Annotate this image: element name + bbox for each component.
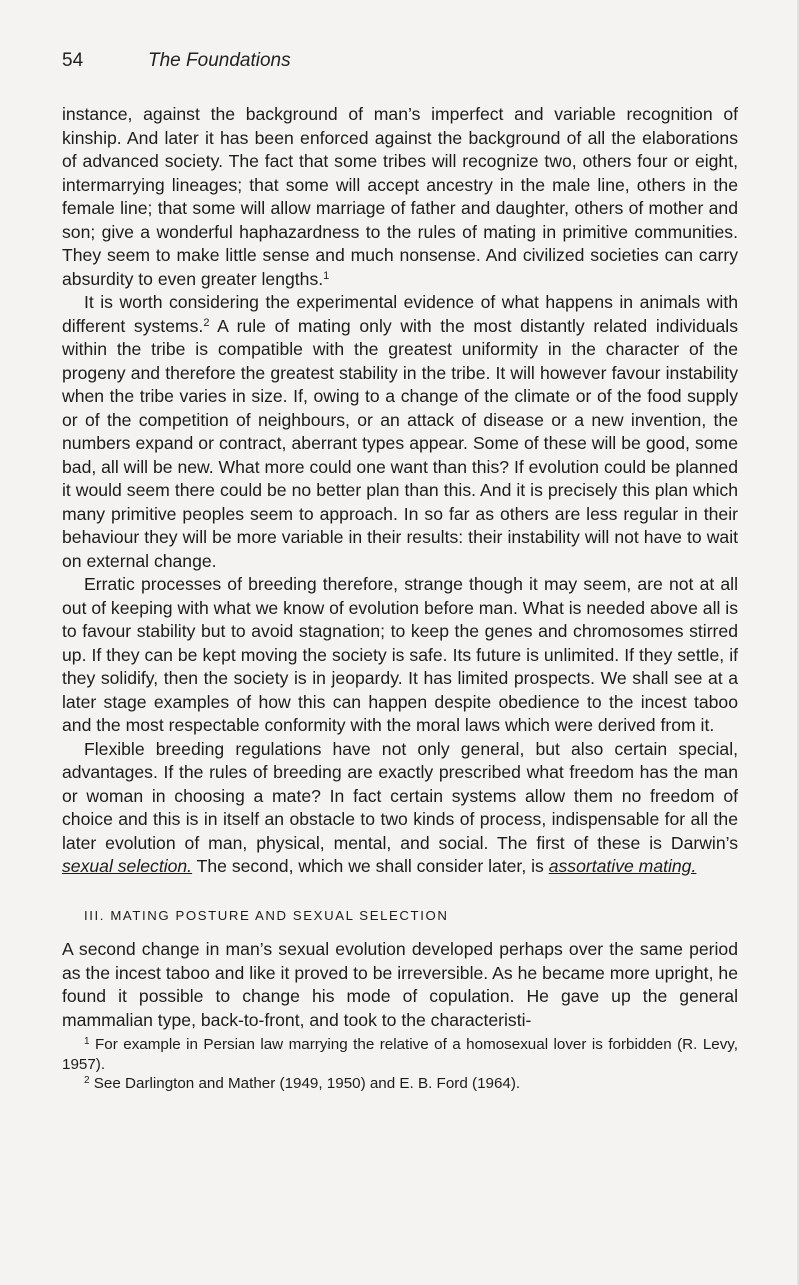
section-heading: III. MATING POSTURE AND SEXUAL SELECTION	[84, 907, 449, 923]
footnotes	[62, 1035, 738, 1094]
paragraph-2	[62, 291, 738, 573]
paragraph-1	[62, 103, 738, 291]
footnote-1	[62, 1035, 738, 1074]
paragraph-4-text-b: The second, which we shall consider later, is	[192, 856, 549, 876]
paragraph-5: A second change in man’s sexual evolution developed perhaps over the same period as the incest taboo and like it proved to be irreversible. As he became more upright, he found it possible to change his mode of copulation. He gave up the general mammalian type, back-to-front, and took to the characteristi-	[62, 939, 738, 1030]
running-header	[62, 50, 740, 72]
footnote-ref-2: 2	[203, 316, 210, 329]
footnote-ref-1: 1	[323, 269, 330, 282]
footnote-1-text: For example in Persian law marrying the relative of a homosexual lover is forbidden (R. Levy, 1957).	[62, 1036, 738, 1073]
term-assortative-mating: assortative mating.	[548, 856, 697, 876]
paragraph-4	[62, 738, 738, 879]
footnote-1-mark: 1	[84, 1036, 90, 1047]
footnote-2	[62, 1074, 738, 1094]
paragraph-2-text-a: It is worth considering the experimental evidence of what happens in animals with different systems.	[62, 292, 738, 336]
page-number: 54	[62, 50, 84, 71]
footnote-2-text: See Darlington and Mather (1949, 1950) and E. B. Ford (1964).	[89, 1075, 521, 1092]
paragraph-3: Erratic processes of breeding therefore, strange though it may seem, are not at all out of keeping with what we know of evolution before man. What is needed above all is to favour stability but to avoid stagnation; to keep the genes and chromosomes stirred up. If they can be kept moving the society is safe. Its future is unlimited. If they settle, if they solidify, then the society is in jeopardy. It has limited prospects. We shall see at a later stage examples of how this can happen despite obedience to the incest taboo and the most respectable conformity with the moral laws which were derived from it.	[62, 574, 738, 735]
term-sexual-selection: sexual selection.	[62, 856, 193, 876]
paragraph-2-text-b: A rule of mating only with the most distantly related individuals within the tribe is compatible with the greatest uniformity in the character of the progeny and therefore the greatest stability in the tribe. It will however favour instability when the tribe varies in size. If, owing to a change of the climate or of the food supply or of the competition of neighbours, or an attack of disease or a new invention, the numbers expand or contract, aberrant types appear. Some of these will be good, some bad, all will be new. What more could one want than this? If evolution could be planned it would seem there could be no better plan than this. And it is precisely this plan which many primitive peoples seem to approach. In so far as others are less regular in their behaviour they will be more variable in their results: their instability will not have to wait on external change.	[62, 315, 739, 571]
paragraph-4-text-a: Flexible breeding regulations have not only general, but also certain special, advantages. If the rules of breeding are exactly prescribed what freedom has the man or woman in choosing a mate? In fact certain systems allow them no freedom of choice and this is in itself an obstacle to two kinds of process, indispensable for all the later evolution of man, physical, mental, and social. The first of these is Darwin’s	[62, 738, 738, 853]
footnote-2-mark: 2	[84, 1075, 90, 1086]
paragraph-1-text: instance, against the background of man’s imperfect and variable recognition of kinship. And later it has been enforced against the background of all the elaborations of advanced society. The fact that some tribes will recognize two, others four or eight, intermarrying lineages; that some will accept ancestry in the male line, others in the female line; that some will allow marriage of father and daughter, others of mother and son; give a wonderful haphazardness to the rules of mating in primitive communities. They seem to make little sense and much nonsense. And civilized societies can carry absurdity to even greater lengths.	[62, 104, 738, 289]
running-title: The Foundations	[148, 50, 291, 71]
body-text	[62, 103, 738, 1094]
